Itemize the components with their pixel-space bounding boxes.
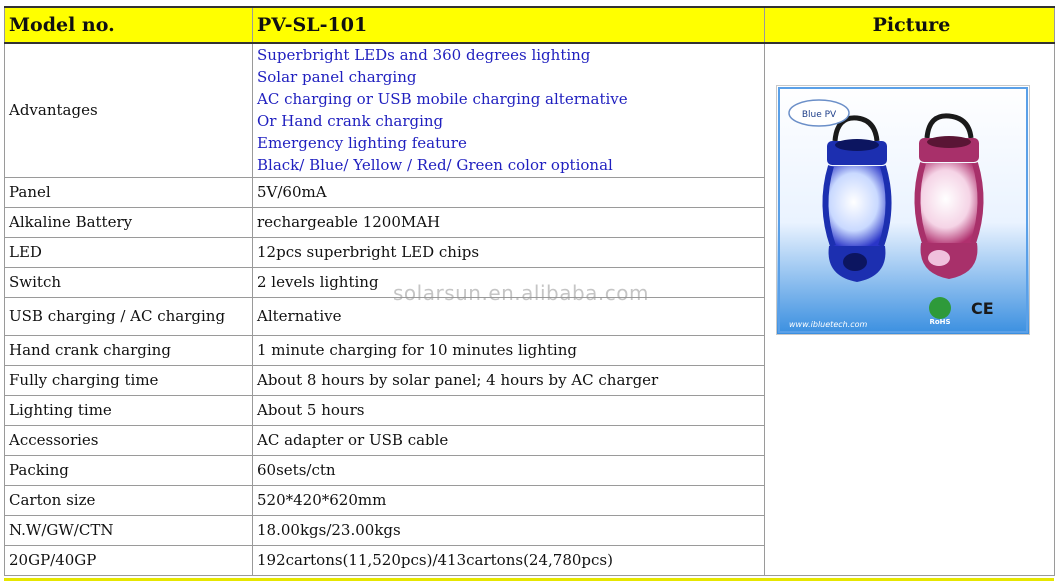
advantage-item: Or Hand crank charging <box>257 112 444 131</box>
lantern-illustration <box>777 86 1029 334</box>
ce-mark: CE <box>971 299 994 318</box>
spec-label: 20GP/40GP <box>5 545 253 575</box>
product-photo <box>776 85 1030 335</box>
spec-label: LED <box>5 237 253 267</box>
watermark: solarsun.en.alibaba.com <box>393 281 650 305</box>
spec-value: 5V/60mA <box>253 177 765 207</box>
header-picture: Picture <box>765 7 1055 43</box>
rohs-badge <box>929 297 951 326</box>
spec-value: AC adapter or USB cable <box>253 425 765 455</box>
spec-label: Fully charging time <box>5 365 253 395</box>
spec-value: About 8 hours by solar panel; 4 hours by AC charger <box>253 365 765 395</box>
rohs-label: RoHS <box>929 318 951 326</box>
spec-label: Packing <box>5 455 253 485</box>
header-model-label: Model no. <box>5 7 253 43</box>
advantages-label: Advantages <box>5 43 253 177</box>
advantages-list <box>253 43 765 177</box>
spec-label: USB charging / AC charging <box>5 297 253 335</box>
brand-logo <box>789 100 849 126</box>
advantage-item: Solar panel charging <box>257 68 417 87</box>
advantage-item: AC charging or USB mobile charging alternative <box>257 90 628 109</box>
spec-value: 1 minute charging for 10 minutes lighting <box>253 335 765 365</box>
advantage-item: Emergency lighting feature <box>257 134 467 153</box>
spec-label: Switch <box>5 267 253 297</box>
spec-label: Hand crank charging <box>5 335 253 365</box>
spec-value: rechargeable 1200MAH <box>253 207 765 237</box>
header-row <box>5 7 1055 43</box>
spec-value: 192cartons(11,520pcs)/413cartons(24,780pcs) <box>253 545 765 575</box>
spec-value: 60sets/ctn <box>253 455 765 485</box>
advantage-item: Superbright LEDs and 360 degrees lighting <box>257 46 591 65</box>
spec-value: About 5 hours <box>253 395 765 425</box>
blue-lantern-icon <box>823 118 890 282</box>
spec-value: Alternative <box>253 297 765 335</box>
bottom-rule <box>4 578 1054 581</box>
spec-label: Carton size <box>5 485 253 515</box>
spec-value: 2 levels lighting <box>253 267 765 297</box>
spec-label: Alkaline Battery <box>5 207 253 237</box>
header-model-value: PV-SL-101 <box>253 7 765 43</box>
brand-name: Blue PV <box>801 110 837 120</box>
advantage-item: Black/ Blue/ Yellow / Red/ Green color optional <box>257 156 613 175</box>
pink-lantern-icon <box>915 116 982 279</box>
spec-value: 12pcs superbright LED chips <box>253 237 765 267</box>
spec-value: 520*420*620mm <box>253 485 765 515</box>
spec-label: Panel <box>5 177 253 207</box>
spec-label: N.W/GW/CTN <box>5 515 253 545</box>
spec-label: Accessories <box>5 425 253 455</box>
spec-label: Lighting time <box>5 395 253 425</box>
website-label: www.ibluetech.com <box>789 320 868 329</box>
spec-value: 18.00kgs/23.00kgs <box>253 515 765 545</box>
